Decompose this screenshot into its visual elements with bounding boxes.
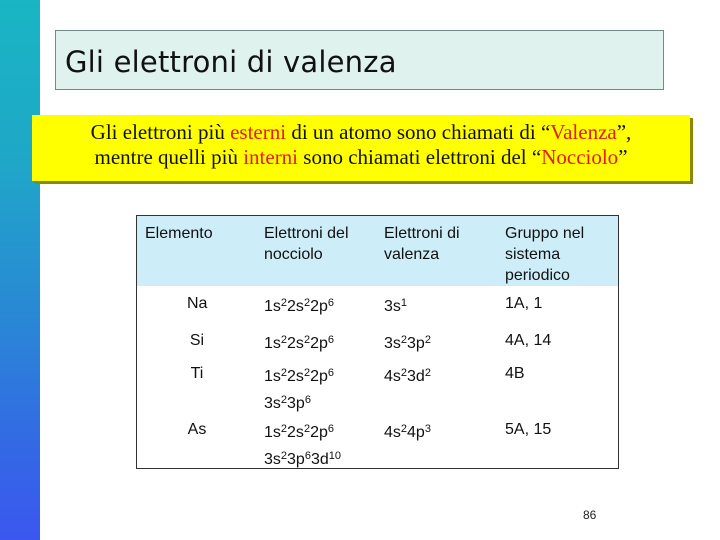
callout-text: ” <box>618 145 628 169</box>
orbital-label: 1s <box>264 335 281 352</box>
element-symbol-cell: Na <box>187 295 208 312</box>
highlight-esterni: esterni <box>230 120 287 144</box>
orbital-label: 2s <box>287 335 304 352</box>
orbital-label: 2s <box>287 424 304 441</box>
electron-count-superscript: 2 <box>280 367 288 379</box>
orbital-label: 2p <box>310 298 328 315</box>
electron-count-superscript: 2 <box>424 367 431 379</box>
electron-count-superscript: 2 <box>424 334 431 346</box>
valence-electrons-table <box>136 215 619 469</box>
orbital-label: 1s <box>264 298 281 315</box>
orbital-label: 4p <box>407 424 425 441</box>
electron-count-superscript: 2 <box>280 394 288 406</box>
orbital-label: 4s <box>384 424 401 441</box>
electron-count-superscript: 2 <box>303 297 311 309</box>
orbital-label: 2s <box>287 298 304 315</box>
callout-text: ”, <box>616 120 632 144</box>
valence-electrons-cell <box>384 293 407 317</box>
core-electrons-cell <box>264 293 334 317</box>
periodic-group-cell: 1A, 1 <box>505 295 543 312</box>
electron-count-superscript: 2 <box>280 334 288 346</box>
electron-count-superscript: 2 <box>280 297 288 309</box>
core-electrons-cell <box>264 419 341 470</box>
electron-count-superscript: 1 <box>400 297 408 309</box>
highlight-interni: interni <box>243 145 299 169</box>
orbital-label: 1s <box>264 424 281 441</box>
electron-count-superscript: 2 <box>400 334 408 346</box>
orbital-label: 1s <box>264 368 281 385</box>
electron-count-superscript: 2 <box>400 423 408 435</box>
header-elemento: Elemento <box>145 225 213 242</box>
callout-line-1 <box>32 120 690 145</box>
core-config-line <box>264 363 334 387</box>
electron-count-superscript: 6 <box>304 450 311 462</box>
electron-count-superscript: 2 <box>280 423 288 435</box>
periodic-group-cell: 5A, 15 <box>505 421 552 438</box>
valence-electrons-cell <box>384 363 431 387</box>
core-config-line <box>264 446 341 470</box>
orbital-label: 2p <box>310 424 328 441</box>
electron-count-superscript: 6 <box>327 423 334 435</box>
electron-count-superscript: 6 <box>327 297 334 309</box>
callout-text: sono chiamati elettroni del “ <box>298 145 542 169</box>
orbital-label: 2p <box>310 368 328 385</box>
electron-count-superscript: 2 <box>303 367 311 379</box>
element-symbol-cell: Ti <box>190 365 204 382</box>
header-valence-electrons <box>384 223 460 265</box>
orbital-label: 2p <box>310 335 328 352</box>
electron-count-superscript: 6 <box>327 334 334 346</box>
electron-count-superscript: 2 <box>303 423 311 435</box>
electron-count-superscript: 10 <box>328 450 341 462</box>
periodic-group-cell: 4B <box>505 365 525 382</box>
core-config-line <box>264 293 334 317</box>
electron-count-superscript: 2 <box>303 334 311 346</box>
orbital-label: 3p <box>287 395 305 412</box>
orbital-label: 4s <box>384 368 401 385</box>
orbital-label: 3d <box>310 451 329 468</box>
electron-count-superscript: 2 <box>400 367 408 379</box>
callout-text: mentre quelli più <box>94 145 244 169</box>
callout-text: Gli elettroni più <box>90 120 231 144</box>
electron-count-superscript: 6 <box>327 367 334 379</box>
header-text: Elettroni del <box>264 225 349 242</box>
header-text: periodico <box>505 267 570 284</box>
highlight-valenza: Valenza <box>550 120 617 144</box>
core-config-line <box>264 330 334 354</box>
core-config-line <box>264 419 341 443</box>
electron-count-superscript: 6 <box>304 394 311 406</box>
left-decorative-band <box>0 0 40 540</box>
valence-electrons-cell <box>384 330 431 354</box>
header-text: sistema <box>505 246 561 263</box>
header-core-electrons <box>264 223 349 265</box>
header-periodic-group <box>505 223 584 286</box>
orbital-label: 3p <box>287 451 305 468</box>
electron-count-superscript: 2 <box>280 450 288 462</box>
title-box <box>55 30 664 90</box>
periodic-group-cell: 4A, 14 <box>505 332 552 349</box>
orbital-label: 3p <box>407 335 425 352</box>
callout-line-2 <box>32 145 690 170</box>
element-symbol-cell: Si <box>189 332 205 349</box>
page-number: 86 <box>583 508 597 522</box>
core-electrons-cell <box>264 330 334 354</box>
header-text: Elettroni di <box>384 225 460 242</box>
highlight-nocciolo: Nocciolo <box>541 145 619 169</box>
header-text: Gruppo nel <box>505 225 585 242</box>
orbital-label: 3s <box>384 298 401 315</box>
electron-count-superscript: 3 <box>424 423 431 435</box>
orbital-label: 3s <box>264 395 281 412</box>
core-config-line <box>264 390 334 414</box>
orbital-label: 3s <box>384 335 401 352</box>
header-text: nocciolo <box>264 246 323 263</box>
orbital-label: 2s <box>287 368 304 385</box>
orbital-label: 3s <box>264 451 281 468</box>
valence-electrons-cell <box>384 419 431 443</box>
callout-text: di un atomo sono chiamati di “ <box>286 120 551 144</box>
orbital-label: 3d <box>407 368 425 385</box>
header-text: valenza <box>384 246 440 263</box>
slide-title: Gli elettroni di valenza <box>65 45 397 79</box>
definition-callout <box>32 115 690 181</box>
element-symbol-cell: As <box>187 421 207 438</box>
core-electrons-cell <box>264 363 334 414</box>
